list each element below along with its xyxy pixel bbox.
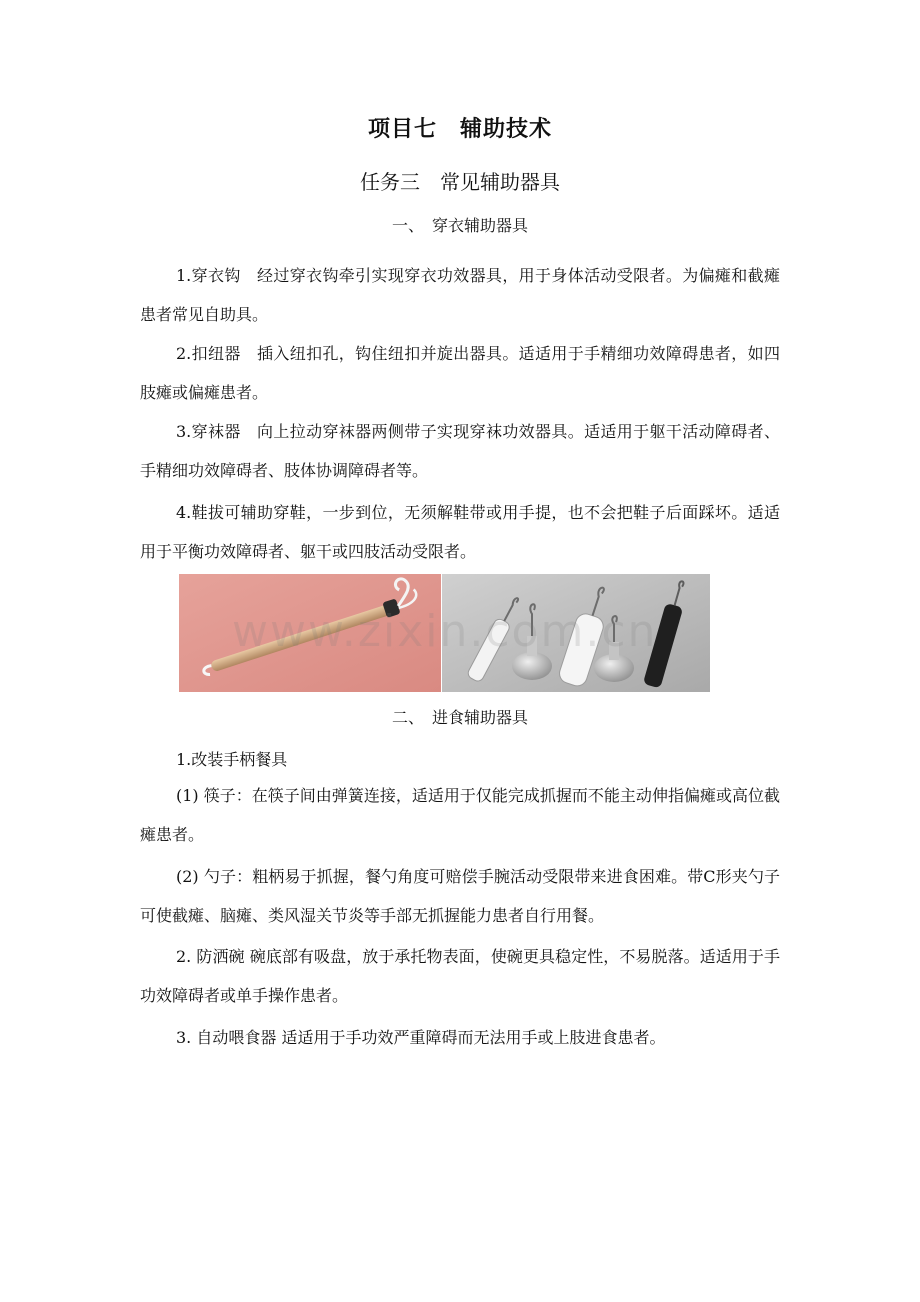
paragraph-chopsticks: (1) 筷子：在筷子间由弹簧连接，适适用于仅能完成抓握而不能主动伸指偏瘫或高位截瘫患者。: [140, 786, 780, 844]
paragraph-shoehorn: 4.鞋拔可辅助穿鞋，一步到位，无须解鞋带或用手提，也不会把鞋子后面踩坏。适适用于平衡功效障碍者、躯干或四肢活动受限者。: [140, 503, 780, 561]
button-hook-tools-photo: [442, 574, 710, 692]
section-heading-dressing: 一、 穿衣辅助器具: [391, 216, 528, 235]
paragraph-anti-spill-bowl: 2. 防洒碗 碗底部有吸盘，放于承托物表面，使碗更具稳定性，不易脱落。适适用于手功效障碍者或单手操作患者。: [140, 947, 780, 1005]
task-subtitle: 任务三 常见辅助器具: [360, 170, 560, 194]
dressing-hook-photo: [179, 574, 441, 692]
paragraph-dressing-hook: 1.穿衣钩 经过穿衣钩牵引实现穿衣功效器具，用于身体活动受限者。为偏瘫和截瘫患者常见自助具。: [140, 266, 780, 324]
paragraph-modified-utensils: 1.改装手柄餐具: [176, 750, 288, 769]
paragraph-spoon: (2) 勺子：粗柄易于抓握，餐勺角度可赔偿手腕活动受限带来进食困难。带C形夹勺子可使截瘫、脑瘫、类风湿关节炎等手部无抓握能力患者自行用餐。: [140, 867, 780, 925]
page-title: 项目七 辅助技术: [367, 117, 552, 142]
paragraph-button-hook: 2.扣纽器 插入纽扣孔，钩住纽扣并旋出器具。适适用于手精细功效障碍患者，如四肢瘫或偏瘫患者。: [140, 344, 780, 402]
section-heading-eating: 二、 进食辅助器具: [391, 708, 528, 727]
paragraph-sock-aid: 3.穿袜器 向上拉动穿袜器两侧带子实现穿袜功效器具。适适用于躯干活动障碍者、手精细功效障碍者、肢体协调障碍者等。: [140, 422, 780, 480]
paragraph-auto-feeder: 3. 自动喂食器 适适用于手功效严重障碍而无法用手或上肢进食患者。: [176, 1028, 666, 1047]
